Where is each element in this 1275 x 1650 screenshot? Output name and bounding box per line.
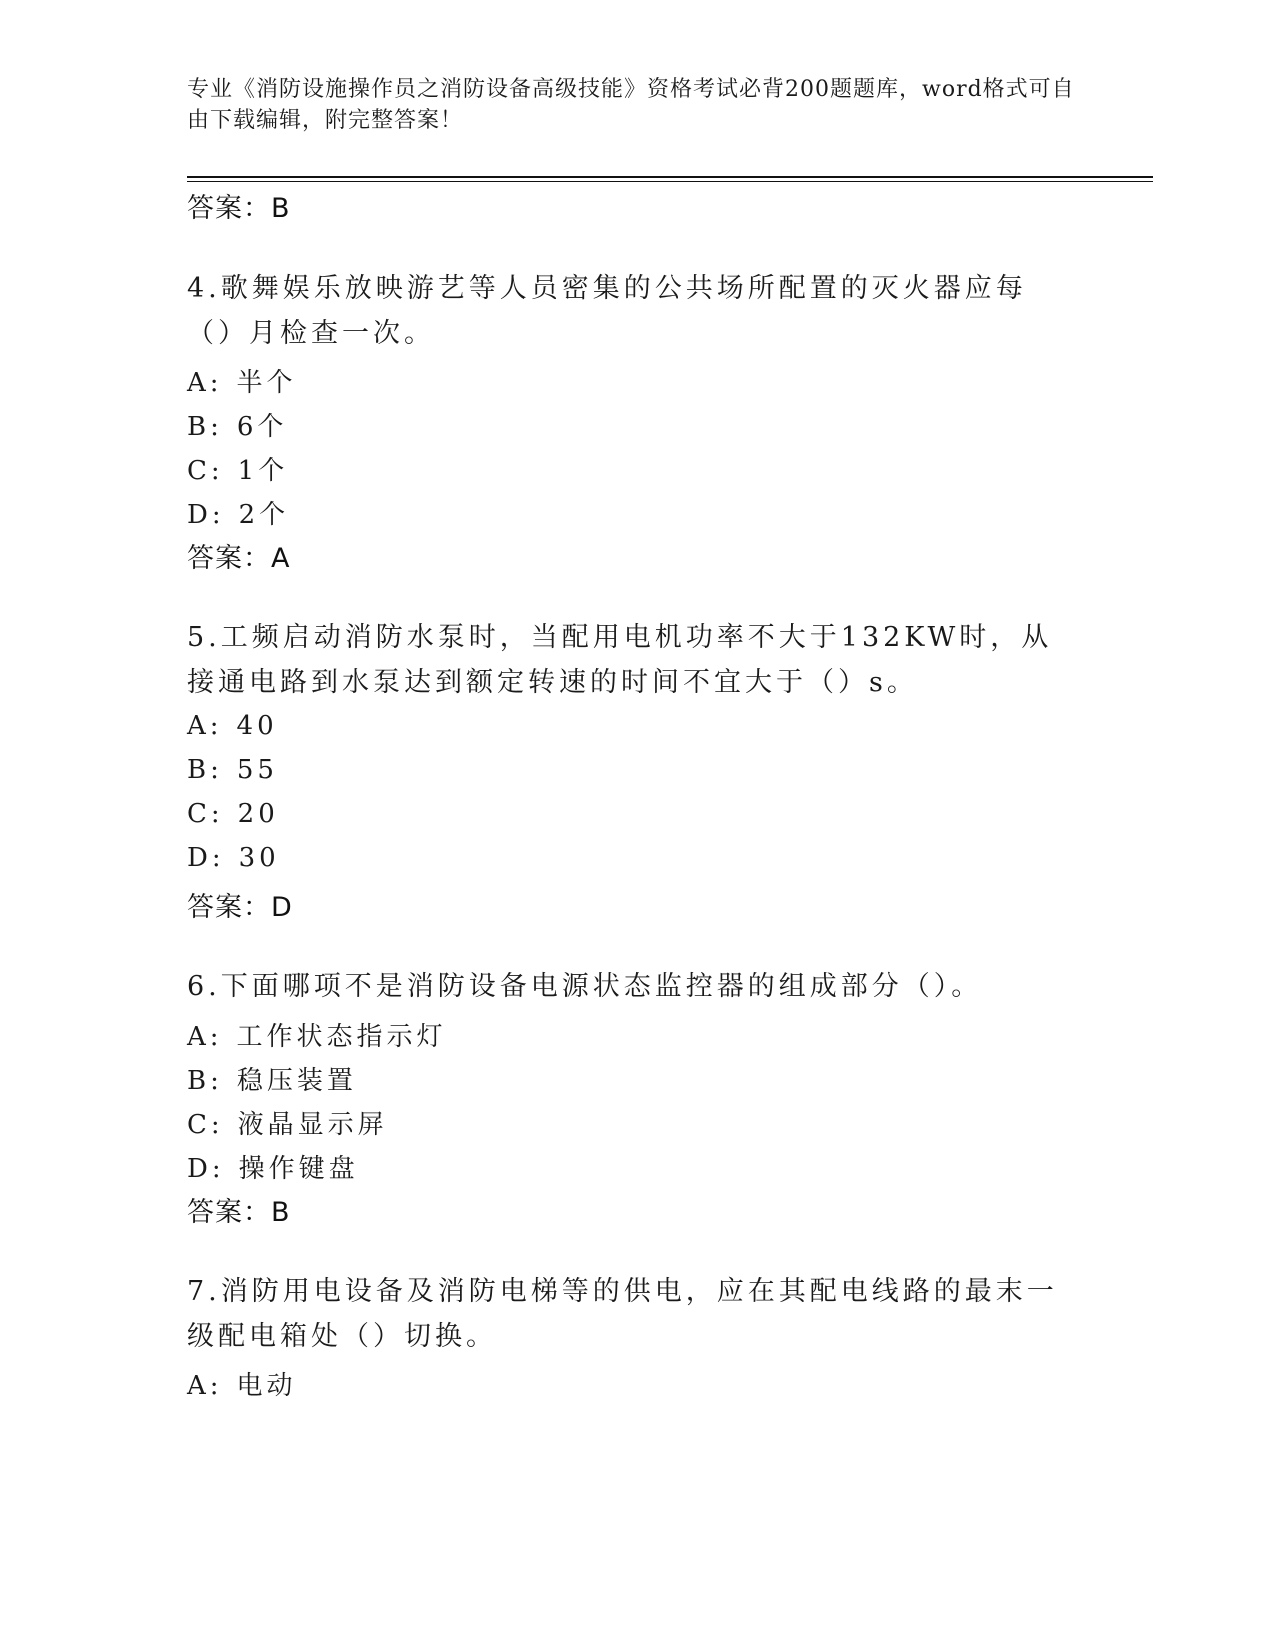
option-a: A: 半个 [187,368,297,398]
question-text: 4.歌舞娱乐放映游艺等人员密集的公共场所配置的灭火器应每（）月检查一次。 [187,273,1027,349]
question-text: 5.工频启动消防水泵时，当配用电机功率不大于132KW时，从接通电路到水泵达到额定转速的时间不宜大于（）s。 [187,622,1053,698]
option-c: C: 1个 [187,456,289,486]
option-b: B: 6个 [187,412,288,442]
option-a: A: 工作状态指示灯 [187,1022,447,1052]
question-text: 7.消防用电设备及消防电梯等的供电，应在其配电线路的最末一级配电箱处（）切换。 [187,1276,1058,1352]
answer-line: 答案：B [187,1197,291,1228]
option-c: C: 20 [187,799,279,829]
answer-line: 答案：D [187,892,293,923]
header-divider-thick [187,176,1153,178]
option-c: C: 液晶显示屏 [187,1110,388,1140]
option-d: D: 2个 [187,500,290,530]
option-a: A: 电动 [187,1371,297,1401]
option-b: B: 稳压装置 [187,1066,357,1096]
option-d: D: 30 [187,843,280,873]
option-b: B: 55 [187,755,278,785]
option-d: D: 操作键盘 [187,1154,359,1184]
header-divider-thin [187,181,1153,182]
document-header: 专业《消防设施操作员之消防设备高级技能》资格考试必背200题题库，word格式可自由下载编辑，附完整答案！ [187,77,1075,133]
answer-line: 答案：A [187,543,291,574]
answer-line: 答案：B [187,193,291,224]
question-text: 6.下面哪项不是消防设备电源状态监控器的组成部分（）。 [187,971,983,1002]
option-a: A: 40 [187,711,278,741]
